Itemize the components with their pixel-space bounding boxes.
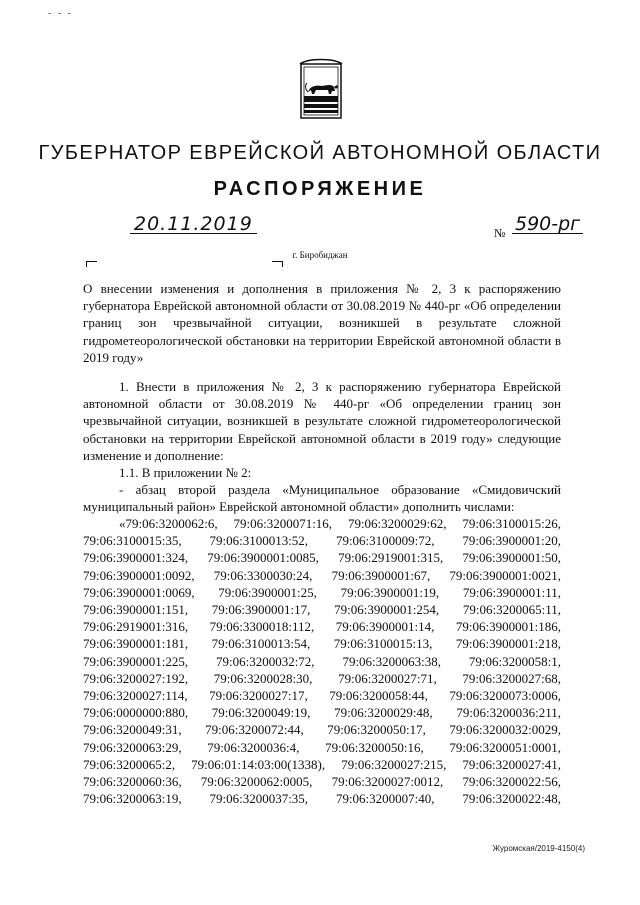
subject-bracket-right (272, 261, 283, 267)
subject-bracket-left (86, 261, 97, 267)
document-subject: О внесении изменения и дополнения в приложения № 2, 3 к распоряжению губернатора Еврейской автономной области от 30.08.2019 № 440-рг «Об определении границ зон чрезвычайной ситуации, возникшей в результате сложной гидрометеорологической обстановки на территории Еврейской автономной области в 2019 году» (83, 281, 561, 365)
paragraph-1: 1. Внести в приложения № 2, 3 к распоряжению губернатора Еврейской автономной области от 30.08.2019 № 440-рг «Об определении границ зон чрезвычайной ситуации, возникшей в результате сложной гидрометеорологической обстановки на территории Еврейской автономной области в 2019 году» следующие изменение и дополнение: (83, 379, 561, 463)
cadastral-numbers-list: «79:06:3200062:6, 79:06:3200071:16, 79:06:3200029:62, 79:06:3100015:26, 79:06:3100015:35, 79:06:3100013:52, 79:06:3100009:72, 79:06:3900001:20, 79:06:3900001:324, 79:06:3900001:0085, 79:06:2919001:315, 79:06:3900001:50, 79:06:3900001:0092, 79:06:3300030:24, 79:06:3900001:67, 79:06:3900001:0021, 79:06:3900001:0069, 79:06:3900001:25, 79:06:3900001:19, 79:06:3900001:11, 79:06:3900001:151, 79:06:3900001:17, 79:06:3900001:254, 79:06:3200065:11, 79:06:2919001:316, 79:06:3300018:112, 79:06:3900001:14, 79:06:3900001:186, 79:06:3900001:181, 79:06:3100013:54, 79:06:3100015:13, 79:06:3900001:218, 79:06:3900001:225, 79:06:3200032:72, 79:06:3200063:38, 79:06:3200058:1, 79:06:3200027:192, 79:06:3200028:30, 79:06:3200027:71, 79:06:3200027:68, 79:06:3200027:114, 79:06:3200027:17, 79:06:3200058:44, 79:06:3200073:0006, 79:06:0000000:880, 79:06:3200049:19, 79:06:3200029:48, 79:06:3200036:211, 79:06:3200049:31, 79:06:3200072:44, 79:06:3200050:17, 79:06:3200032:0029, 79:06:3200063:29, 79:06:3200036:4, 79:06:3200050:16, 79:06:3200051:0001, 79:06:3200065:2, 79:06:01:14:03:00(1338), 79:06:3200027:215, 79:06:3200027:41, 79:06:3200060:36, 79:06:3200062:0005, 79:06:3200027:0012, 79:06:3200022:56, 79:06:3200063:19, 79:06:3200037:35, 79:06:3200007:40, 79:06:3200022:48, (83, 516, 561, 807)
coat-of-arms-emblem (296, 56, 346, 126)
paragraph-dash: - абзац второй раздела «Муниципальное образование «Смидовичский муниципальный район» Еврейской автономной области» дополнить числами: (83, 482, 561, 515)
document-type: РАСПОРЯЖЕНИЕ (213, 178, 427, 200)
footer-reference: Журомская/2019-4150(4) (492, 844, 585, 853)
corner-mark: - - - (48, 8, 73, 19)
paragraph-1-1: 1.1. В приложении № 2: (119, 465, 252, 480)
issuer-title: ГУБЕРНАТОР ЕВРЕЙСКОЙ АВТОНОМНОЙ ОБЛАСТИ (38, 142, 602, 164)
city: г. Биробиджан (292, 250, 348, 260)
document-number: 590-рг (512, 215, 583, 234)
document-date: 20.11.2019 (130, 215, 257, 234)
document-number-label: № (494, 226, 506, 240)
